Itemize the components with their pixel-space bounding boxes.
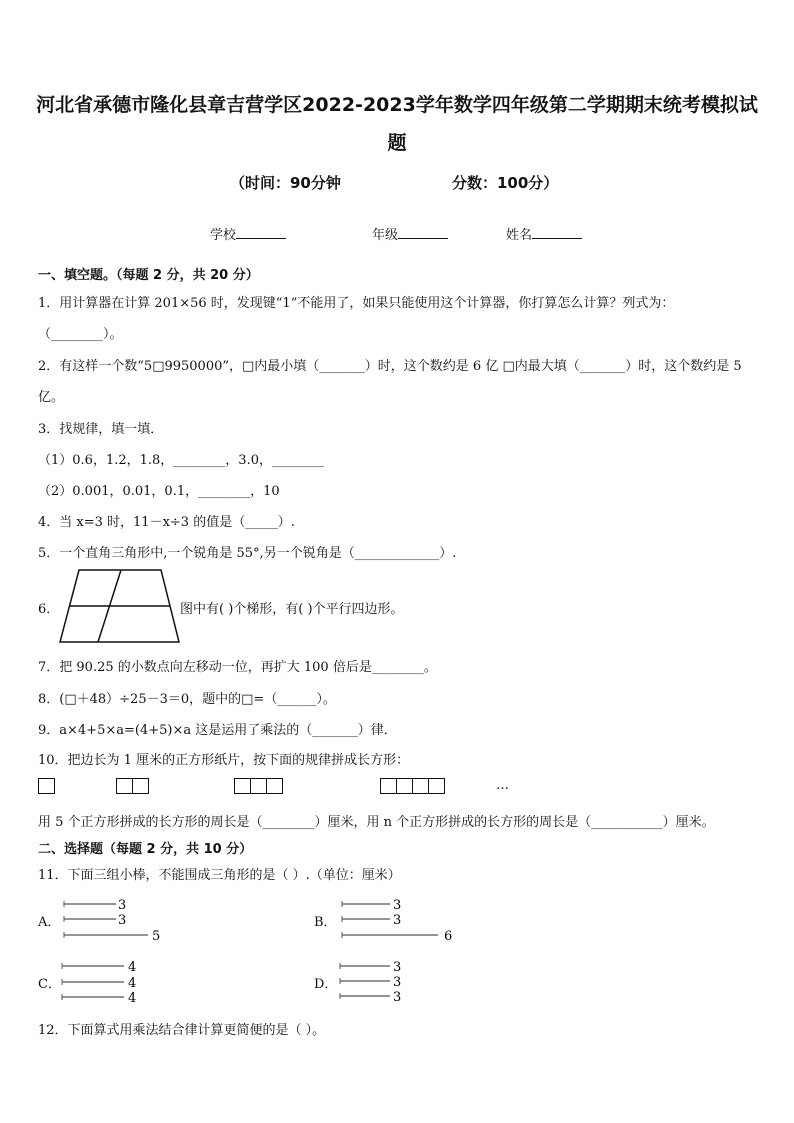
total-score: 分数：100分） bbox=[452, 174, 559, 192]
option-a-stick-1-length: 3 bbox=[118, 898, 127, 913]
question-9: 9．a×4+5×a=(4+5)×a 这是运用了乘法的（_______）律． bbox=[38, 723, 397, 738]
question-6-number: 6． bbox=[38, 602, 60, 617]
continuation-dots: … bbox=[496, 778, 509, 793]
question-2: 2．有这样一个数“5□9950000”，□内最小填（_______）时，这个数约是 6 亿 □内最大填（_______）时，这个数约是 5 bbox=[38, 359, 742, 374]
square bbox=[428, 778, 445, 794]
exam-title-line1: 河北省承德市隆化县章吉营学区2022-2023学年数学四年级第二学期期末统考模拟试 bbox=[36, 94, 758, 116]
square bbox=[38, 778, 55, 794]
name-field[interactable] bbox=[506, 224, 582, 243]
option-c-stick-2-length: 4 bbox=[128, 976, 137, 991]
grade-blank[interactable] bbox=[398, 226, 448, 239]
option-c-stick-1-length: 4 bbox=[128, 960, 137, 975]
square bbox=[412, 778, 429, 794]
name-blank[interactable] bbox=[532, 226, 582, 239]
square bbox=[234, 778, 251, 794]
question-8: 8．(□＋48）÷25－3＝0，题中的□=（______）。 bbox=[38, 692, 336, 707]
question-2-continued: 亿。 bbox=[38, 390, 65, 405]
question-11: 11．下面三组小棒，不能围成三角形的是（ ）.（单位：厘米） bbox=[38, 868, 401, 883]
option-d-stick-2-length: 3 bbox=[393, 975, 402, 990]
question-4: 4．当 x=3 时，11－x÷3 的值是（_____）. bbox=[38, 515, 295, 530]
section2-heading: 二、选择题（每题 2 分，共 10 分） bbox=[38, 842, 253, 857]
grade-label: 年级 bbox=[372, 228, 399, 243]
option-a-stick-2-length: 3 bbox=[118, 913, 127, 928]
school-label: 学校 bbox=[210, 228, 237, 243]
section1-heading: 一、填空题。（每题 2 分，共 20 分） bbox=[38, 268, 259, 283]
question-1-answer: （________）。 bbox=[38, 327, 123, 342]
option-b-stick-2-length: 3 bbox=[393, 913, 402, 928]
question-10: 10．把边长为 1 厘米的正方形纸片，按下面的规律拼成长方形： bbox=[38, 753, 410, 768]
option-d-sticks[interactable] bbox=[336, 957, 416, 1007]
option-a-sticks[interactable] bbox=[60, 896, 170, 944]
option-b-stick-1-length: 3 bbox=[393, 898, 402, 913]
option-d-stick-3-length: 3 bbox=[393, 990, 402, 1005]
option-c-sticks[interactable] bbox=[58, 957, 148, 1007]
question-5: 5．一个直角三角形中,一个锐角是 55°,另一个锐角是（_____________）. bbox=[38, 546, 457, 561]
trapezoid-figure bbox=[58, 568, 182, 644]
option-c-label[interactable]: C． bbox=[38, 977, 61, 992]
exam-title-line2: 题 bbox=[387, 132, 407, 154]
squares-1 bbox=[38, 778, 55, 796]
question-6: 图中有( )个梯形，有( )个平行四边形。 bbox=[180, 602, 404, 617]
option-a-label[interactable]: A． bbox=[38, 915, 61, 930]
squares-2 bbox=[116, 778, 149, 796]
time-limit: （时间：90分钟 bbox=[230, 174, 341, 192]
option-b-sticks[interactable] bbox=[338, 896, 462, 944]
square bbox=[266, 778, 283, 794]
question-3: 3．找规律，填一填． bbox=[38, 422, 164, 437]
question-7: 7．把 90.25 的小数点向左移动一位，再扩大 100 倍后是________。 bbox=[38, 660, 437, 675]
square bbox=[396, 778, 413, 794]
squares-3 bbox=[234, 778, 283, 796]
grade-field[interactable] bbox=[372, 224, 448, 243]
option-d-label[interactable]: D． bbox=[314, 977, 338, 992]
square bbox=[116, 778, 133, 794]
square bbox=[380, 778, 397, 794]
option-b-stick-3-length: 6 bbox=[444, 929, 453, 944]
square bbox=[250, 778, 267, 794]
question-12: 12．下面算式用乘法结合律计算更简便的是（ ）。 bbox=[38, 1023, 326, 1038]
school-blank[interactable] bbox=[236, 226, 286, 239]
name-label: 姓名 bbox=[506, 228, 533, 243]
question-3-part-1: （1）0.6，1.2，1.8，________，3.0，________ bbox=[38, 453, 324, 468]
school-field[interactable] bbox=[210, 224, 286, 243]
option-a-stick-3-length: 5 bbox=[152, 929, 161, 944]
question-3-part-2: （2）0.001，0.01，0.1，________，10 bbox=[38, 484, 280, 499]
option-d-stick-1-length: 3 bbox=[393, 960, 402, 975]
option-b-label[interactable]: B． bbox=[314, 915, 337, 930]
question-1: 1．用计算器在计算 201×56 时，发现键“1”不能用了，如果只能使用这个计算器，你打算怎么计算？列式为： bbox=[38, 296, 675, 311]
option-c-stick-3-length: 4 bbox=[128, 991, 137, 1006]
square bbox=[132, 778, 149, 794]
question-10-continued: 用 5 个正方形拼成的长方形的周长是（________）厘米，用 n 个正方形拼成的长方形的周长是（___________）厘米。 bbox=[38, 815, 715, 830]
squares-4 bbox=[380, 778, 445, 796]
